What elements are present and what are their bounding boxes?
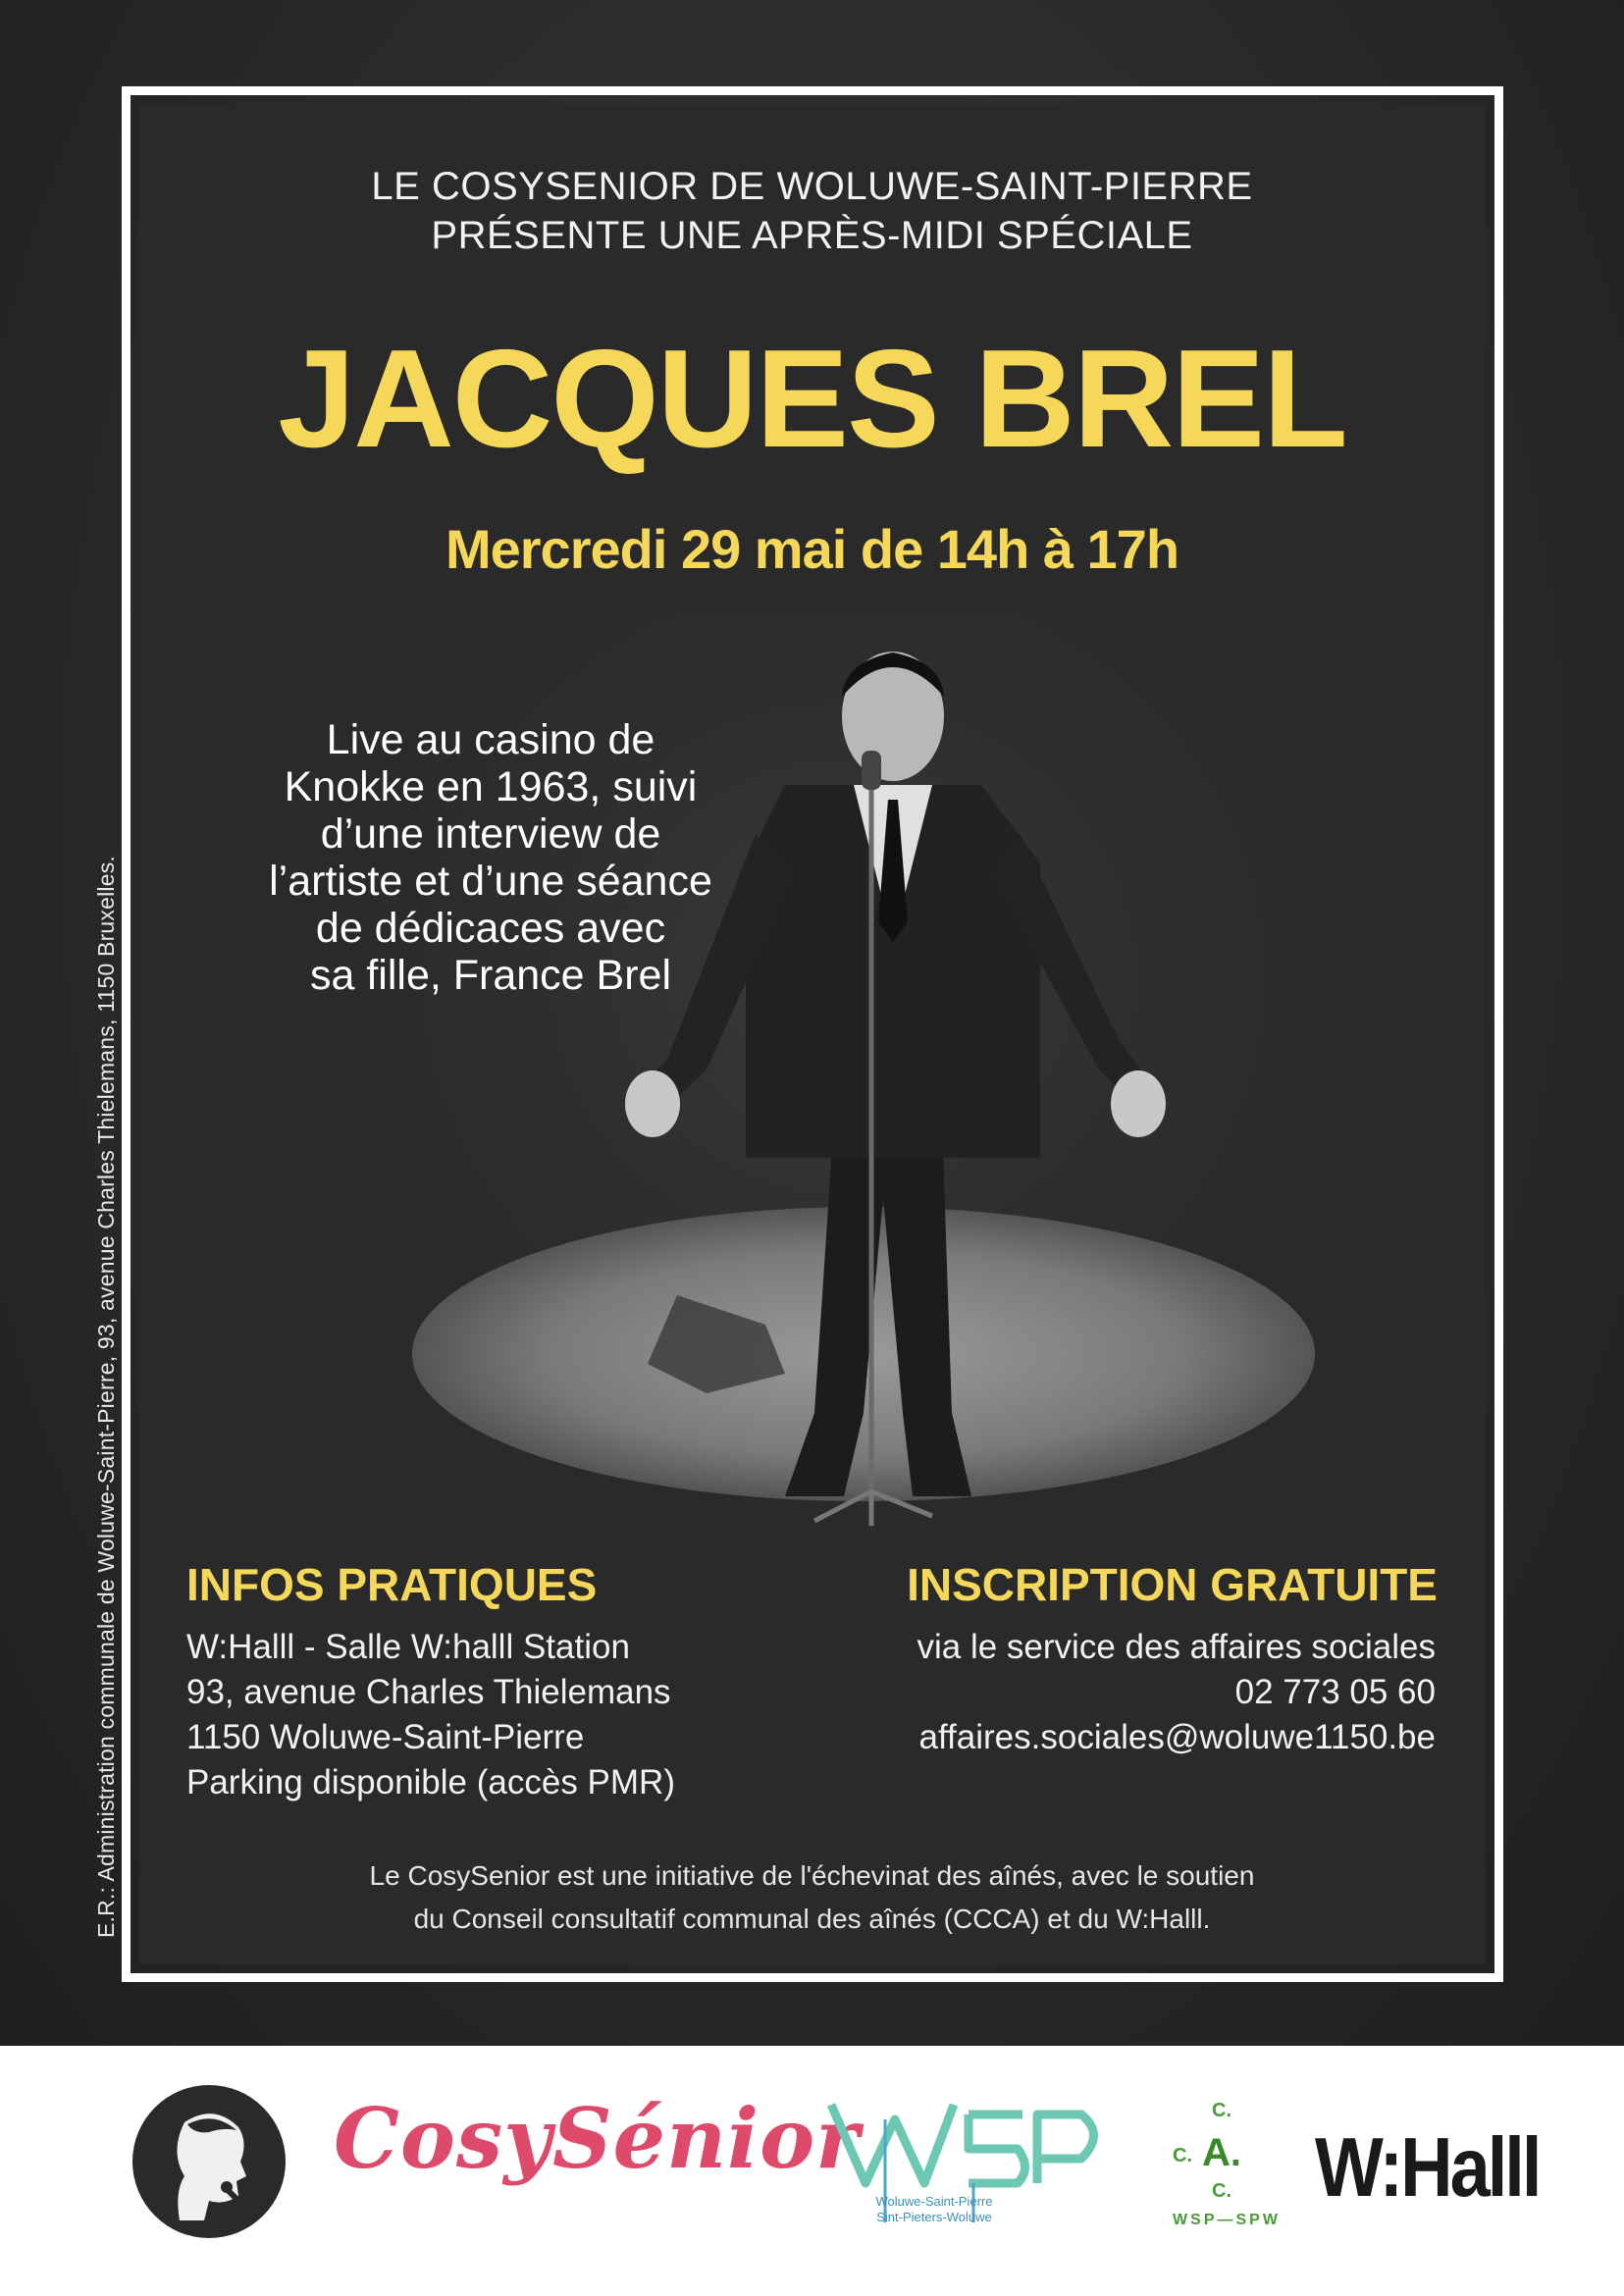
- ccca-letter: C.: [1212, 2100, 1231, 2121]
- ccca-letter-a: A.: [1202, 2131, 1241, 2174]
- infos-line: W:Halll - Salle W:halll Station: [186, 1628, 630, 1666]
- ccca-subtitle: WSP—SPW: [1173, 2212, 1281, 2228]
- footnote-line-2: du Conseil consultatif communal des aînés (CCCA) et du W:Halll.: [413, 1904, 1211, 1934]
- cosysenior-logo: CosySénior: [334, 2090, 861, 2187]
- description-line: sa fille, France Brel: [309, 952, 672, 999]
- ccca-logo: [1153, 2095, 1300, 2232]
- description-line: de dédicaces avec: [315, 905, 666, 952]
- inscription-details: [917, 1625, 1437, 1760]
- intro-text: [0, 162, 1624, 260]
- description-line: l’artiste et d’une séance: [269, 858, 712, 905]
- description-line: Knokke en 1963, suivi: [284, 763, 698, 810]
- brel-silhouette-logo: [131, 2083, 288, 2240]
- inscription-heading: INSCRIPTION GRATUITE: [907, 1559, 1438, 1610]
- infos-line: 1150 Woluwe-Saint-Pierre: [186, 1718, 585, 1756]
- wsp-logo: [826, 2100, 1121, 2237]
- wsp-subtitle-1: Woluwe-Saint-Pierre: [875, 2194, 993, 2209]
- footnote: [0, 1854, 1624, 1941]
- intro-line-1: LE COSYSENIOR DE WOLUWE-SAINT-PIERRE: [371, 165, 1253, 208]
- inscription-line: via le service des affaires sociales: [917, 1628, 1436, 1666]
- intro-line-2: PRÉSENTE UNE APRÈS-MIDI SPÉCIALE: [431, 214, 1193, 257]
- wsp-subtitle-2: Sint-Pieters-Woluwe: [876, 2210, 992, 2224]
- infos-details: [186, 1625, 675, 1805]
- infos-line: Parking disponible (accès PMR): [186, 1763, 675, 1801]
- event-date: Mercredi 29 mai de 14h à 17h: [445, 518, 1179, 580]
- event-description: [186, 716, 795, 999]
- event-title: JACQUES BREL: [278, 321, 1346, 477]
- email-link[interactable]: affaires.sociales@woluwe1150.be: [918, 1718, 1436, 1756]
- infos-line: 93, avenue Charles Thielemans: [186, 1673, 671, 1711]
- ccca-letter: C.: [1212, 2180, 1231, 2202]
- description-line: Live au casino de: [326, 716, 655, 763]
- phone-number: 02 773 05 60: [1234, 1673, 1436, 1711]
- footnote-line-1: Le CosySenior est une initiative de l'échevinat des aînés, avec le soutien: [369, 1860, 1255, 1891]
- publisher-credit: E.R.: Administration communale de Woluwe-Saint-Pierre, 93, avenue Charles Thielemans, 1150 Bruxelles.: [93, 855, 119, 1938]
- description-line: d’une interview de: [320, 810, 661, 858]
- ccca-letter: C.: [1173, 2145, 1192, 2166]
- infos-heading: INFOS PRATIQUES: [186, 1559, 598, 1610]
- whalll-logo: W:Halll: [1315, 2120, 1540, 2215]
